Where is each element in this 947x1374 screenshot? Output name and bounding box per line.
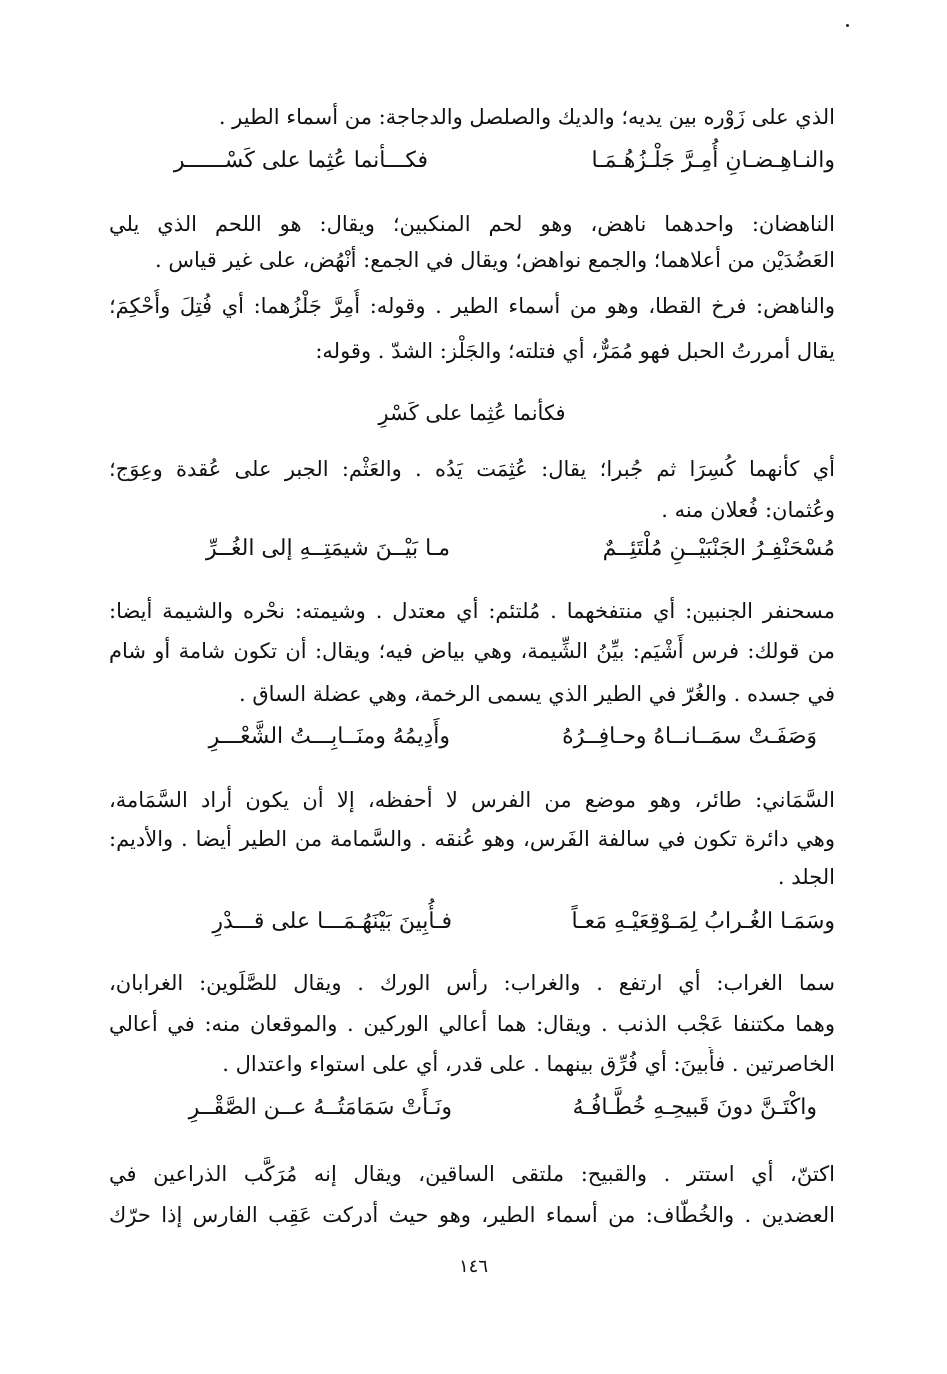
verse-5-second-hemistich: ونَـأَتْ سَمَامَتُــهُ عــن الصَّقْــرِ — [188, 1095, 452, 1120]
verse-1-second-hemistich: فكـــأنما عُثِما على كَسْــــــر — [173, 148, 428, 173]
text-line-12: وهي دائرة تكون في سالفة الفَرس، وهو عُنقه . والسَّمامة من الطير أيضا . والأديم: — [109, 827, 835, 851]
verse-2-first-hemistich: مُسْحَنْفِـرُ الجَنْبَيْــنِ مُلْتَئِــمٌ — [602, 536, 835, 561]
corner-mark — [846, 24, 849, 27]
text-line-3: العَضُدَيْن من أعلاهما؛ والجمع نواهض؛ ويقال في الجمع: أنْهُض، على غير قياس . — [154, 248, 835, 272]
text-line-7: وعُثمان: فُعلان منه . — [661, 498, 835, 522]
verse-5-first-hemistich: واكْتَـنَّ دونَ قَبيحِـهِ خُطَّـافُـهُ — [572, 1095, 817, 1120]
text-line-8: مسحنفر الجنبين: أي منتفخهما . مُلتئم: أي معتدل . وشيمته: نحْره والشيمة أيضا: — [109, 599, 835, 623]
text-line-16: الخاصرتين . فأُبينَ: أي فُرِّق بينهما . على قدر، أي على استواء واعتدال . — [222, 1052, 835, 1076]
text-line-18: العضدين . والخُطّاف: من أسماء الطير، وهو حيث أدركت عَقِب الفارس إذا حرّك — [109, 1203, 835, 1227]
text-line-13: الجلد . — [777, 865, 835, 889]
verse-3-first-hemistich: وَصَفَـتْ سمَــانــاهُ وحـافِــرُهُ — [562, 724, 817, 749]
text-line-2: الناهضان: واحدهما ناهض، وهو لحم المنكبين؛ ويقال: هو اللحم الذي يلي — [109, 212, 835, 236]
text-line-15: وهما مكتنفا عَجْب الذنب . ويقال: هما أعالي الوركين . والموقعان منه: في أعالي — [109, 1012, 835, 1036]
verse-4-first-hemistich: وسَمَـا الغُـرابُ لِمَـوْقِعَيْـهِ مَعـاً — [571, 909, 835, 934]
text-line-4: والناهض: فرخ القطا، وهو من أسماء الطير . وقوله: أُمِرَّ جَلْزُهما: أي فُتِلَ وأُحْكِمَ؛ — [109, 294, 835, 318]
verse-3-second-hemistich: وأَدِيمُهُ ومنَــابِـــتُ الشَّعْـــرِ — [208, 724, 450, 749]
verse-2-second-hemistich: مـا بَيْــنَ شيمَتِــهِ إلى الغُــرِّ — [205, 536, 450, 561]
verse-4-second-hemistich: فـأُبِينَ بَيْنَهُـمَـــا على قـــدْرِ — [212, 909, 452, 934]
text-line-1: الذي على زَوْره بين يديه؛ والديك والصلصل والدجاجة: من أسماء الطير . — [218, 105, 835, 129]
text-line-17: اكتنّ، أي استتر . والقبيح: ملتقى الساقين، ويقال إنه مُرَكَّب الذراعين في — [109, 1162, 835, 1186]
verse-1-first-hemistich: والنـاهِـضـانِ أُمِـرَّ جَلْـزُهُـمَـا — [591, 148, 835, 173]
quoted-hemistich: فكأنما عُثِما على كَسْرِ — [378, 401, 566, 425]
page-number: ١٤٦ — [458, 1256, 488, 1277]
text-line-10: في جسده . والغُرّ في الطير الذي يسمى الرخمة، وهي عضلة الساق . — [239, 682, 835, 706]
text-line-5: يقال أمررتُ الحبل فهو مُمَرٌّ، أي فتلته؛ والجَلْز: الشدّ . وقوله: — [315, 339, 835, 363]
text-line-14: سما الغراب: أي ارتفع . والغراب: رأس الورك . ويقال للصَّلَوين: الغرابان، — [109, 971, 835, 995]
text-line-6: أي كأنهما كُسِرَا ثم جُبرا؛ يقال: عُثِمَت يَدُه . والعَثْم: الجبر على عُقدة وعِوَج؛ — [109, 457, 835, 481]
text-line-11: السَّمَاني: طائر، وهو موضع من الفرس لا أحفظه، إلا أن يكون أراد السَّمَامة، — [109, 788, 835, 812]
text-line-9: من قولك: فرس أَشْيَم: بيِّنُ الشِّيمة، وهي بياض فيه؛ ويقال: أن تكون شامة أو شام — [109, 639, 835, 663]
